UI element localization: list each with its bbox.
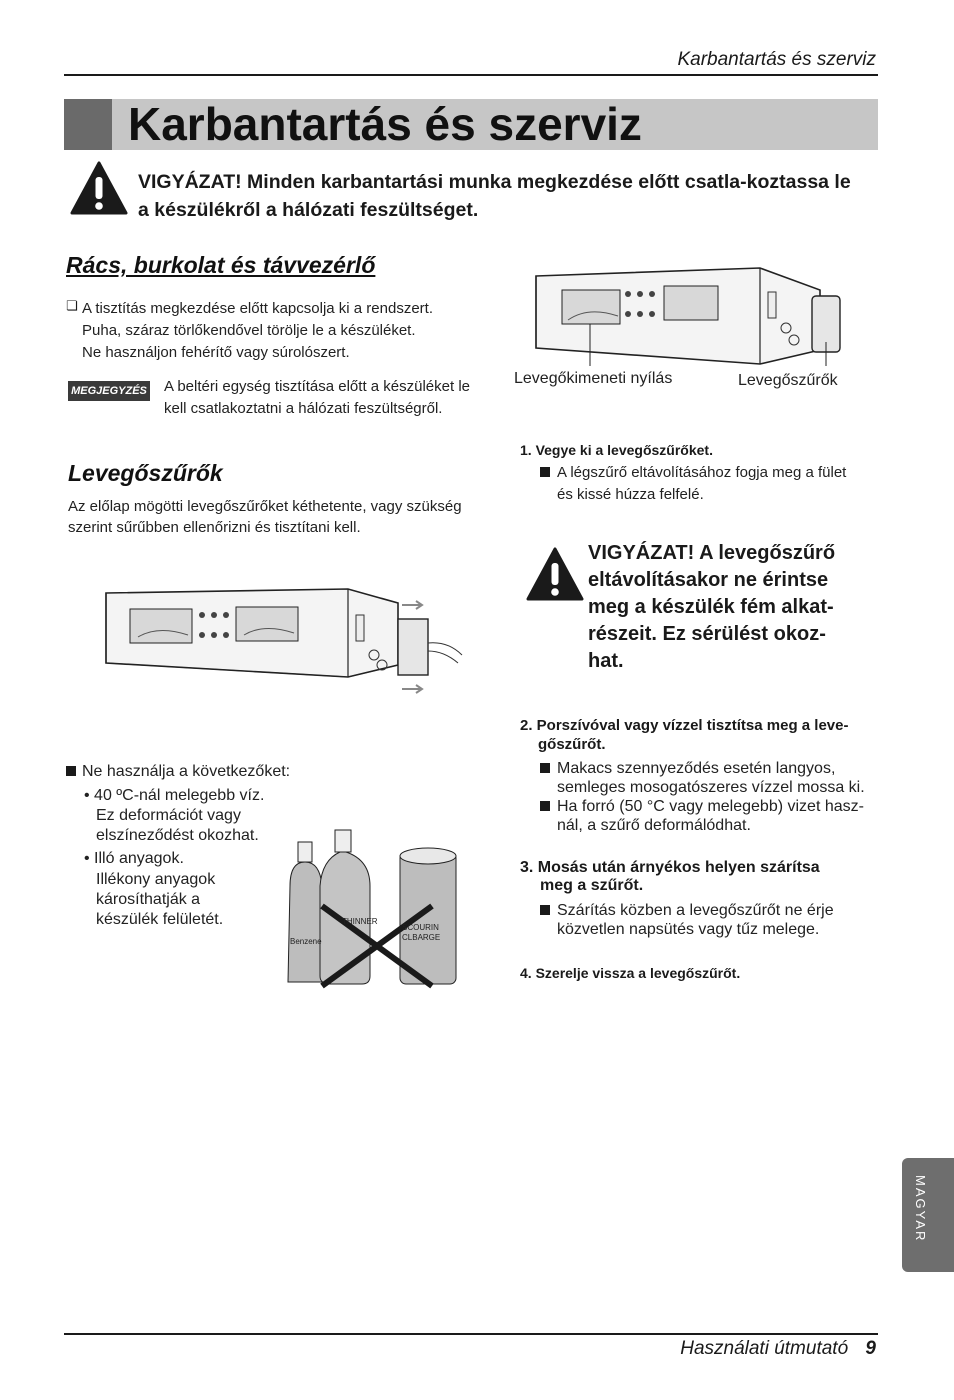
step-2-bullet-2-icon (540, 797, 556, 816)
warning-icon (70, 160, 128, 216)
step-3-title-line-2: meg a szűrőt. (540, 877, 644, 894)
dont-item-2-line-3: károsíthatják a (96, 891, 201, 908)
step-1-bullet-icon (540, 463, 556, 482)
header-rule (64, 74, 878, 76)
step-2-bullet-2-line-2: nál, a szűrő deformálódhat. (557, 817, 751, 834)
footer (680, 1338, 876, 1360)
step-2-bullet-2-line-1: Ha forró (50 °C vagy melegebb) vizet hasz- (557, 798, 864, 815)
filters-intro-line-2: szerint sűrűbben ellenőrizni és tisztítani kell. (68, 519, 361, 536)
section-heading-grille: Rács, burkolat és távvezérlő (66, 252, 376, 278)
bottle-label-thinner: THINNER (342, 917, 378, 926)
step-1-line-1: A légszűrő eltávolításához fogja meg a fület (557, 464, 847, 481)
dont-item-1-line-2: Ez deformációt vagy (96, 807, 241, 824)
note-badge: MEGJEGYZÉS (68, 381, 150, 401)
label-air-filters: Levegőszűrők (738, 372, 838, 389)
bottle-label-clbarge: CLBARGE (402, 933, 441, 942)
step-3-bullet-line-2: közvetlen napsütés vagy tűz melege. (557, 921, 820, 938)
unit-filter-removal-illustration (98, 585, 468, 705)
note-line-1: A beltéri egység tisztítása előtt a készüléket le (164, 378, 470, 395)
step-1-title: 1. Vegye ki a levegőszűrőket. (520, 442, 713, 458)
section-heading-filters: Levegőszűrők (68, 460, 223, 486)
checkbox-bullet-icon: ❏ (66, 298, 78, 313)
filters-intro-line-1: Az előlap mögötti levegőszűrőket kéthetente, vagy szükség (68, 498, 462, 515)
warning-icon-2 (526, 546, 584, 602)
donts-title: Ne használja a következőket: (66, 762, 290, 781)
dont-item-1-line-3: elszíneződést okozhat. (96, 827, 259, 844)
forbidden-chemicals-illustration (282, 826, 462, 990)
bottle-label-scourin: SCOURIN (402, 923, 439, 932)
section1-line-3: Ne használjon fehérítő vagy súrolószert. (82, 344, 350, 361)
warning-filter-text: VIGYÁZAT! A levegőszűrő eltávolításakor ne érintse meg a készülék fém alkat- részeit. Ez sérülést okoz- hat. (588, 542, 836, 672)
note-line-2: kell csatlakoztatni a hálózati feszültségről. (164, 400, 443, 417)
square-bullet-icon (66, 766, 76, 776)
step-2-bullet-1-line-1: Makacs szennyeződés esetén langyos, (557, 760, 836, 777)
footer-rule (64, 1333, 878, 1335)
step-2-title-line-2: gőszűrőt. (538, 736, 606, 753)
step-3-bullet-line-1: Szárítás közben a levegőszűrőt ne érje (557, 902, 834, 919)
page-number: 9 (865, 1338, 876, 1359)
title-accent-block (64, 99, 112, 150)
dont-item-2-line-2: Illékony anyagok (96, 871, 216, 888)
step-2-title-line-1: 2. Porszívóval vagy vízzel tisztítsa meg a leve- (520, 717, 849, 734)
footer-manual-title: Használati útmutató (680, 1338, 849, 1359)
section1-line-2: Puha, száraz törlőkendővel törölje le a készüléket. (82, 322, 416, 339)
bottle-label-benzene: Benzene (290, 937, 322, 946)
step-2-bullet-1-line-2: semleges mosogatószeres vízzel mossa ki. (557, 779, 865, 796)
section1-line-1: A tisztítás megkezdése előtt kapcsolja ki a rendszert. (82, 300, 433, 317)
unit-labeled-illustration (530, 262, 850, 368)
dont-item-1-line-1: • 40 ºC-nál melegebb víz. (84, 787, 265, 804)
step-3-title-line-1: 3. Mosás után árnyékos helyen szárítsa (520, 859, 820, 876)
step-1-line-2: és kissé húzza felfelé. (557, 486, 704, 503)
dont-item-2-line-1: • Illó anyagok. (84, 850, 184, 867)
dont-item-2-line-4: készülék felületét. (96, 911, 224, 928)
language-side-tab-label: MAGYAR (913, 1175, 928, 1243)
label-air-outlet: Levegőkimeneti nyílás (514, 370, 673, 387)
warning-main-text: VIGYÁZAT! Minden karbantartási munka megkezdése előtt csatla-koztassa le a készülékről a hálózati feszültséget. (138, 171, 851, 221)
page-title: Karbantartás és szerviz (128, 98, 642, 150)
running-header: Karbantartás és szerviz (677, 49, 876, 70)
step-4-title: 4. Szerelje vissza a levegőszűrőt. (520, 965, 741, 981)
step-3-bullet-icon (540, 901, 556, 920)
step-2-bullet-1-icon (540, 759, 556, 778)
